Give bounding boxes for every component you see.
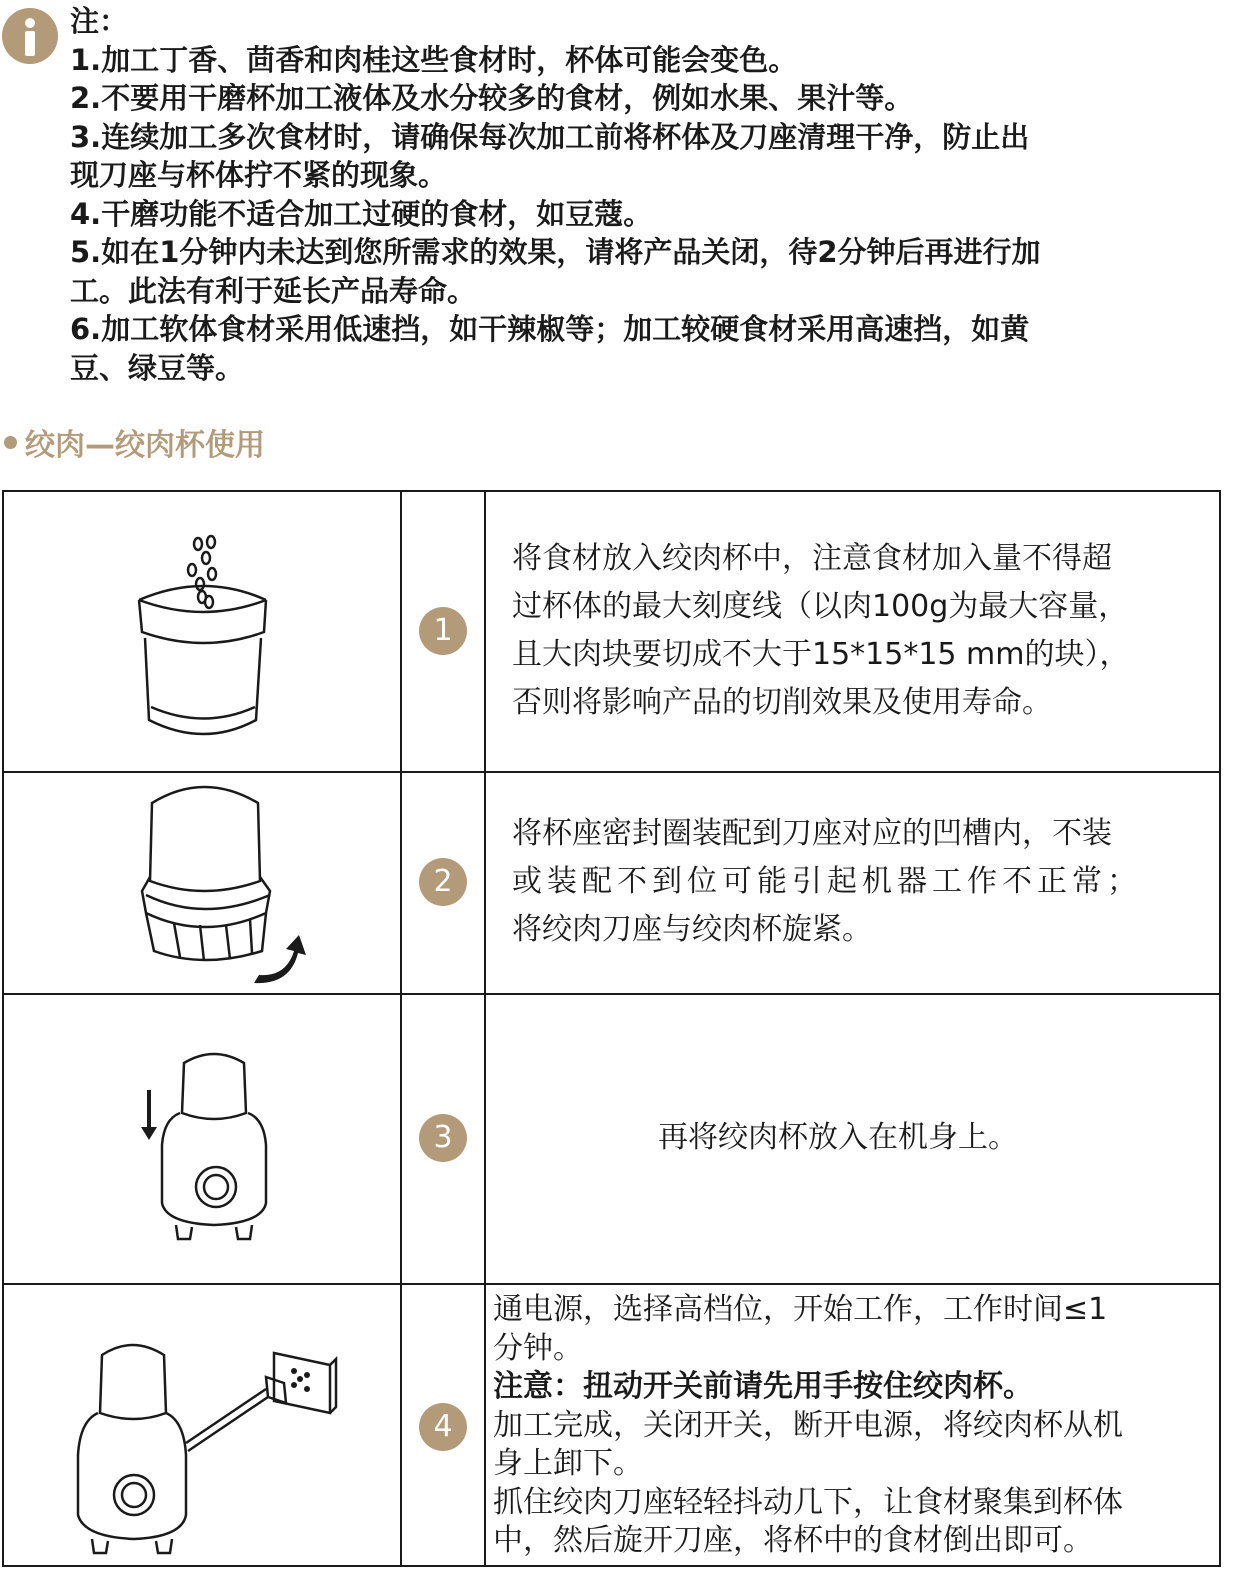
- bullet-icon: [4, 436, 17, 449]
- step-4-text: [493, 1291, 1123, 1561]
- info-icon: [2, 8, 58, 64]
- step-text-line: 且大肉块要切成不大于15*15*15 mm的块），: [512, 637, 1130, 672]
- note-line: 6.加工软体食材采用低速挡，如干辣椒等；加工较硬食材采用高速挡，如黄: [70, 312, 1030, 346]
- table-divider: [484, 490, 486, 1567]
- step-text-line: 通电源，选择高档位，开始工作，工作时间≤1: [493, 1292, 1108, 1327]
- section-title: [4, 420, 265, 464]
- note-line: 4.干磨功能不适合加工过硬的食材，如豆蔻。: [70, 196, 653, 231]
- step-text-line: 中，然后旋开刀座，将杯中的食材倒出即可。: [493, 1523, 1093, 1558]
- step-text-line: 再将绞肉杯放入在机身上。: [658, 1120, 1018, 1155]
- meat-cup-with-food-icon: [4, 492, 401, 771]
- step-warning: 注意：扭动开关前请先用手按住绞肉杯。: [493, 1369, 1033, 1404]
- note-line: 工。此法有利于延长产品寿命。: [70, 273, 477, 308]
- step-text-line: 将绞肉刀座与绞肉杯旋紧。: [512, 912, 872, 947]
- step-text-line: 加工完成，关闭开关，断开电源，将绞肉杯从机: [493, 1407, 1123, 1443]
- notes-heading: 注：: [70, 4, 129, 38]
- step-text-line: 身上卸下。: [493, 1446, 643, 1481]
- note-line: 豆、绿豆等。: [70, 350, 245, 385]
- step-text-line: 或装配不到位可能引起机器工作不正常；: [512, 864, 1142, 899]
- note-line: 3.连续加工多次食材时，请确保每次加工前将杯体及刀座清理干净，防止出: [70, 119, 1030, 154]
- place-cup-on-base-icon: [4, 995, 401, 1283]
- step-text-line: 将食材放入绞肉杯中，注意食材加入量不得超: [512, 541, 1112, 576]
- section-title-text: 绞肉—绞肉杯使用: [25, 428, 265, 463]
- step-text-line: 将杯座密封圈装配到刀座对应的凹槽内，不装: [512, 816, 1112, 851]
- note-line: 2.不要用干磨杯加工液体及水分较多的食材，例如水果、果汁等。: [70, 81, 914, 115]
- step-text-line: 过杯体的最大刻度线（以肉100g为最大容量，: [512, 589, 1129, 624]
- note-line: 1.加工丁香、茴香和肉桂这些食材时，杯体可能会变色。: [70, 42, 798, 77]
- step-2-text: [512, 810, 1142, 954]
- step-3-text: [658, 1114, 1018, 1162]
- note-line: 5.如在1分钟内未达到您所需求的效果，请将产品关闭，待2分钟后再进行加: [70, 235, 1041, 269]
- step-number-badge: 3: [419, 1114, 467, 1162]
- step-text-line: 分钟。: [493, 1330, 583, 1366]
- step-text-line: 否则将影响产品的切削效果及使用寿命。: [512, 685, 1052, 720]
- plugged-blender-icon: [4, 1285, 401, 1567]
- step-number-badge: 4: [419, 1403, 467, 1451]
- step-number-badge: 1: [419, 607, 467, 655]
- note-line: 现刀座与杯体拧不紧的现象。: [70, 158, 448, 192]
- step-number-badge: 2: [419, 858, 467, 906]
- step-text-line: 抓住绞肉刀座轻轻抖动几下，让食材聚集到杯体: [493, 1484, 1123, 1520]
- notes-block: [70, 2, 1230, 387]
- step-1-text: [512, 535, 1130, 727]
- blade-seat-rotate-icon: [4, 773, 401, 993]
